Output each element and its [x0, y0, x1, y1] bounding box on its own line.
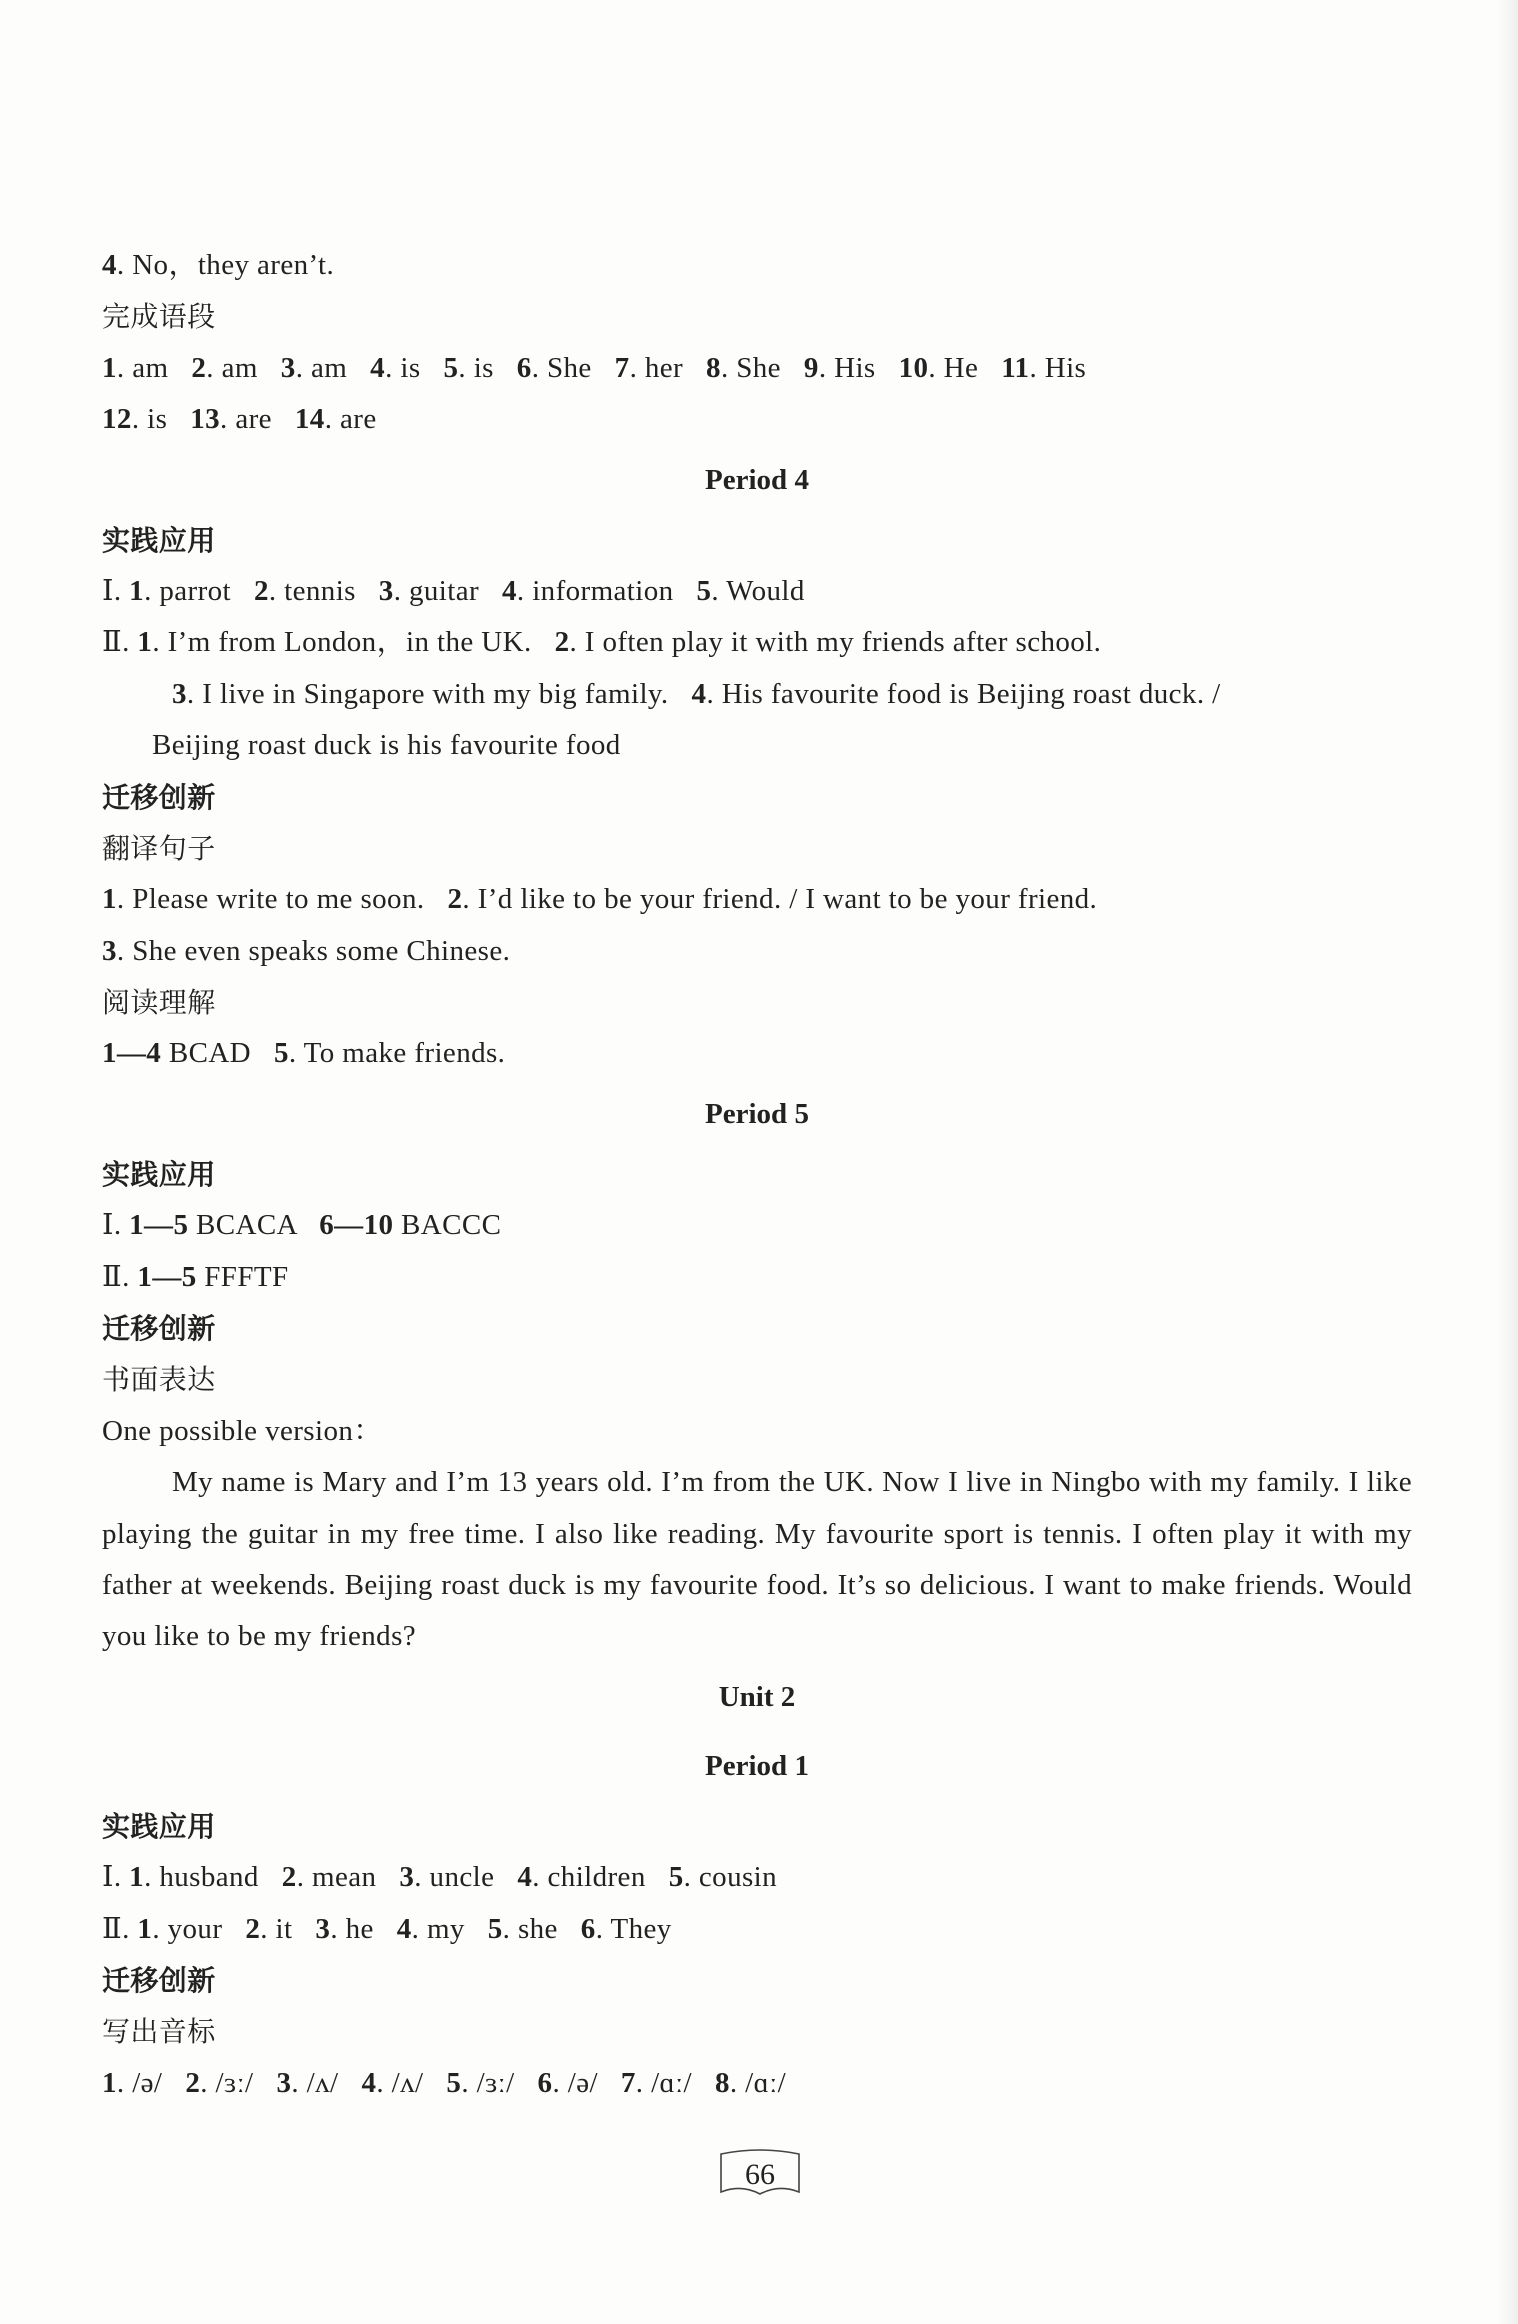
answer-text: . are: [324, 403, 377, 436]
section-heading: Period 1: [705, 1749, 809, 1782]
section-label: 实践应用: [102, 1157, 216, 1191]
item-number: 4: [361, 2066, 377, 2099]
item-number: 1—4: [102, 1037, 162, 1070]
item-number: 1: [102, 883, 117, 916]
answer-text: Ⅱ.: [102, 1912, 138, 1945]
answer-text: . am: [206, 351, 281, 384]
item-number: 2: [253, 574, 269, 607]
item-number: 6: [537, 2066, 553, 2099]
answer-line: [102, 617, 1412, 668]
subsection-label: 写出音标: [102, 2015, 216, 2049]
answer-text: . /ʌ/: [291, 2066, 362, 2099]
item-number: 1: [137, 626, 153, 659]
answer-text: Ⅱ.: [102, 1260, 138, 1293]
answer-line: [102, 394, 1412, 445]
item-number: 9: [803, 351, 819, 384]
answer-text: . husband: [144, 1861, 282, 1894]
item-number: 5: [273, 1037, 289, 1070]
item-number: 7: [614, 351, 630, 384]
item-number: 3: [399, 1861, 415, 1894]
item-number: 4: [517, 1861, 533, 1894]
answer-text: One possible version：: [102, 1414, 383, 1447]
answer-text: . her: [629, 351, 707, 384]
answer-text: BACCC: [393, 1209, 502, 1242]
answer-line: [102, 2058, 1412, 2109]
answer-text: . is: [131, 403, 191, 436]
answer-text: . guitar: [393, 574, 502, 607]
answer-text: . They: [595, 1912, 672, 1945]
answer-text: . His: [1029, 351, 1087, 384]
item-number: 2: [447, 883, 463, 916]
item-number: 2: [554, 626, 570, 659]
item-number: 8: [714, 2066, 730, 2099]
item-number: 3: [276, 2066, 292, 2099]
answer-text: . is: [385, 351, 444, 384]
answer-text: . /ə/: [116, 2066, 186, 2099]
answer-line: [102, 566, 1412, 617]
answer-text: . /ɑː/: [729, 2066, 787, 2099]
answer-line: [102, 240, 1412, 291]
item-number: 3: [172, 677, 187, 710]
answer-text: . parrot: [144, 574, 254, 607]
answer-text: . am: [116, 351, 192, 384]
answer-text: . She even speaks some Chinese.: [116, 934, 511, 967]
answer-line: [102, 1852, 1412, 1903]
answer-text: . tennis: [268, 574, 379, 607]
answer-text: FFFTF: [196, 1260, 289, 1293]
answer-text: . is: [458, 351, 517, 384]
section-label: 迁移创新: [102, 1964, 216, 1997]
answer-text: . I live in Singapore with my big family.: [186, 677, 692, 710]
item-number: 4: [502, 574, 517, 607]
answer-line: [102, 1200, 1412, 1251]
item-number: 2: [281, 1861, 297, 1894]
answer-text: . Would: [711, 574, 805, 607]
answer-text: . No，they aren’t.: [116, 249, 335, 281]
item-number: 6: [516, 351, 532, 384]
answer-text: . children: [532, 1861, 669, 1894]
item-number: 5: [696, 574, 712, 607]
page-edge-shadow: [1498, 0, 1518, 2324]
item-number: 1: [137, 1912, 153, 1945]
answer-text: . To make friends.: [288, 1037, 506, 1070]
answer-text: . it: [260, 1912, 316, 1945]
answer-text: . She: [720, 351, 804, 384]
item-number: 4: [691, 677, 707, 710]
item-number: 5: [668, 1861, 684, 1894]
answer-text: . /ʌ/: [376, 2066, 447, 2099]
answer-line: [102, 1028, 1412, 1079]
item-number: 1: [129, 574, 145, 607]
item-number: 5: [446, 2066, 462, 2099]
answer-line: [102, 926, 1412, 977]
answer-text: . he: [330, 1912, 397, 1945]
answer-text: . /ɑː/: [635, 2066, 715, 2099]
subsection-label: 书面表达: [102, 1363, 216, 1397]
answer-text: BCAD: [161, 1037, 274, 1070]
answer-text: Ⅰ.: [102, 574, 130, 607]
item-number: 2: [191, 351, 207, 384]
answer-text: . /ə/: [552, 2066, 621, 2099]
item-number: 13: [190, 403, 221, 436]
answer-text: . uncle: [414, 1861, 518, 1894]
item-number: 1: [102, 351, 117, 384]
answer-text: Ⅱ.: [102, 626, 138, 659]
answer-text: . She: [531, 351, 615, 384]
answer-text: . I often play it with my friends after school.: [569, 626, 1102, 659]
answer-line: [102, 1904, 1412, 1955]
section-heading: Period 4: [705, 463, 809, 496]
answer-text: . she: [502, 1912, 581, 1945]
answer-text: . cousin: [683, 1861, 778, 1894]
answer-text: . /ɜː/: [200, 2066, 277, 2099]
item-number: 3: [102, 934, 117, 967]
subsection-label: 阅读理解: [102, 986, 216, 1020]
item-number: 1: [102, 2066, 117, 2099]
answer-text: . your: [152, 1912, 246, 1945]
section-heading: Period 5: [705, 1097, 809, 1130]
section-label: 迁移创新: [102, 1312, 216, 1346]
item-number: 6—10: [319, 1209, 394, 1242]
answer-line: [102, 720, 1412, 771]
answer-text: Beijing roast duck is his favourite food: [152, 729, 621, 762]
answer-line: [102, 343, 1412, 394]
item-number: 4: [102, 249, 117, 281]
item-number: 2: [245, 1912, 261, 1945]
answer-key-content: [102, 240, 1412, 2109]
item-number: 1: [129, 1861, 145, 1894]
item-number: 12: [102, 403, 132, 436]
answer-text: . /ɜː/: [461, 2066, 538, 2099]
answer-text: . my: [411, 1912, 488, 1945]
page-number: [715, 2148, 805, 2202]
item-number: 11: [1001, 351, 1030, 384]
answer-line: [102, 1406, 1412, 1457]
item-number: 3: [280, 351, 296, 384]
answer-line: [102, 1252, 1412, 1303]
item-number: 6: [580, 1912, 596, 1945]
item-number: 10: [898, 351, 929, 384]
item-number: 8: [706, 351, 721, 384]
answer-line: [102, 669, 1412, 720]
sample-essay-paragraph: [102, 1457, 1412, 1663]
essay-text: My name is Mary and I’m 13 years old. I’m from the UK. Now I live in Ningbo with my family. I like playing the guitar in my free time. I also like reading. My favourite sport is tennis. I often play it with my father at weekends. Beijing roast duck is my favourite food. It’s so delicious. I want to make friends. Would you like to be my friends?: [102, 1466, 1412, 1653]
item-number: 7: [620, 2066, 636, 2099]
answer-text: . information: [516, 574, 697, 607]
answer-text: . His: [818, 351, 899, 384]
subsection-label: 完成语段: [102, 300, 216, 334]
section-heading: Unit 2: [718, 1680, 796, 1713]
answer-text: . His favourite food is Beijing roast duck. /: [706, 677, 1221, 710]
answer-text: . I’d like to be your friend. / I want to be your friend.: [462, 883, 1098, 916]
answer-text: . Please write to me soon.: [116, 883, 448, 916]
section-label: 实践应用: [102, 523, 216, 557]
section-label: 实践应用: [102, 1809, 216, 1843]
item-number: 5: [487, 1912, 503, 1945]
answer-line: [102, 874, 1412, 925]
item-number: 3: [315, 1912, 331, 1945]
item-number: 2: [185, 2066, 201, 2099]
subsection-label: 翻译句子: [102, 831, 216, 865]
item-number: 3: [378, 574, 394, 607]
item-number: 1—5: [129, 1209, 189, 1242]
answer-text: . I’m from London，in the UK.: [152, 626, 555, 659]
answer-text: . are: [220, 403, 295, 436]
page-number-text: 66: [745, 2158, 775, 2191]
item-number: 1—5: [137, 1260, 197, 1293]
answer-text: Ⅰ.: [102, 1209, 130, 1242]
item-number: 14: [294, 403, 325, 436]
section-label: 迁移创新: [102, 780, 216, 814]
answer-text: . am: [295, 351, 371, 384]
answer-text: BCACA: [188, 1209, 320, 1242]
item-number: 5: [443, 351, 459, 384]
answer-text: . He: [928, 351, 1002, 384]
answer-text: Ⅰ.: [102, 1861, 130, 1894]
item-number: 4: [396, 1912, 412, 1945]
answer-text: . mean: [296, 1861, 400, 1894]
item-number: 4: [370, 351, 386, 384]
